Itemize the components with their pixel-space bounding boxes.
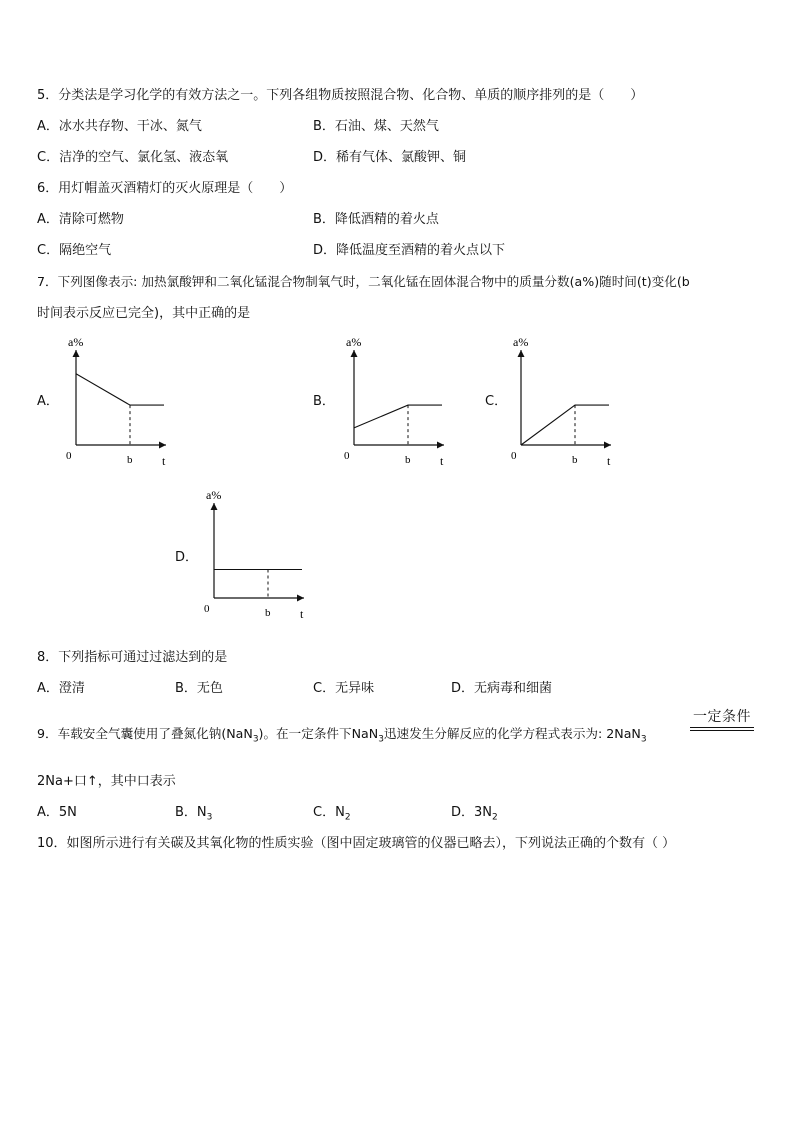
- q6-option-c: C．隔绝空气: [37, 243, 112, 258]
- q6-option-a: A．清除可燃物: [37, 212, 124, 227]
- x-axis-label: t: [162, 454, 166, 468]
- q8-option-b: B．无色: [175, 681, 223, 696]
- series-line: [76, 374, 164, 405]
- origin-label: 0: [344, 450, 350, 462]
- q9-option-d-sub: 2: [492, 812, 498, 823]
- q6-stem: 6．用灯帽盖灭酒精灯的灭火原理是（ ）: [37, 181, 293, 196]
- q9-reaction-condition: [690, 706, 754, 731]
- q5-option-c: C．洁净的空气、氯化氢、液态氧: [37, 150, 229, 165]
- q7-graph-d-label: D．: [175, 550, 199, 565]
- q7-graph-b-label: B．: [313, 394, 335, 409]
- q7-graph-a: [60, 335, 180, 470]
- b-tick-label: b: [127, 454, 133, 466]
- q8-stem: 8．下列指标可通过过滤达到的是: [37, 650, 228, 665]
- q9-sub-1: 3: [252, 734, 259, 745]
- q7-stem-line2: 时间表示反应已完全)，其中正确的是: [37, 306, 251, 321]
- q7-graph-c-label: C．: [485, 394, 508, 409]
- q9-option-a: A．5N: [37, 805, 77, 820]
- q9-line2: 2Na+口↑，其中口表示: [37, 774, 176, 789]
- q9-stem-post: 迅速发生分解反应的化学方程式表示为: 2NaN: [383, 726, 641, 741]
- q9-option-c-text: C．N: [313, 805, 345, 820]
- q10-stem: 10．如图所示进行有关碳及其氧化物的性质实验（图中固定玻璃管的仪器已略去），下列说法正确的个数有（ ）: [37, 836, 676, 851]
- q5-option-b: B．石油、煤、天然气: [313, 119, 439, 134]
- x-axis-label: t: [300, 607, 304, 621]
- series-line: [521, 405, 609, 445]
- origin-label: 0: [204, 603, 210, 615]
- origin-label: 0: [66, 450, 72, 462]
- b-tick-label: b: [572, 454, 578, 466]
- series-line: [354, 405, 442, 428]
- q9-stem-pre: 9．车载安全气囊使用了叠氮化钠(NaN: [37, 726, 253, 741]
- q9-equals-sign: [690, 727, 754, 731]
- q7-graph-b: [338, 335, 458, 470]
- y-axis-label: a%: [68, 335, 84, 349]
- y-axis-label: a%: [346, 335, 362, 349]
- y-axis-label: a%: [206, 488, 222, 502]
- q7-graph-d: [198, 488, 318, 623]
- q7-graph-c: [505, 335, 625, 470]
- q9-stem-mid: )。在一定条件下NaN: [258, 726, 379, 741]
- q8-option-a: A．澄清: [37, 681, 85, 696]
- q9-stem: [37, 723, 647, 745]
- q9-option-d-text: D．3N: [451, 805, 493, 820]
- q9-option-b-text: B．N: [175, 805, 207, 820]
- origin-label: 0: [511, 450, 517, 462]
- q5-stem: 5．分类法是学习化学的有效方法之一。下列各组物质按照混合物、化合物、单质的顺序排列的是（ ）: [37, 88, 644, 103]
- q8-option-c: C．无异味: [313, 681, 375, 696]
- q9-option-b: [175, 801, 212, 823]
- q5-option-d: D．稀有气体、氯酸钾、铜: [313, 150, 467, 165]
- x-axis-label: t: [440, 454, 444, 468]
- q9-condition-text: 一定条件: [693, 709, 751, 725]
- b-tick-label: b: [265, 607, 271, 619]
- q9-sub-2: 3: [378, 734, 384, 745]
- q5-option-a: A．冰水共存物、干冰、氮气: [37, 119, 202, 134]
- q9-option-d: [451, 801, 498, 823]
- q7-graph-a-label: A．: [37, 394, 59, 409]
- x-axis-label: t: [607, 454, 611, 468]
- q6-option-d: D．降低温度至酒精的着火点以下: [313, 243, 506, 258]
- q9-option-c: [313, 801, 351, 823]
- q9-option-b-sub: 3: [206, 812, 213, 823]
- q8-option-d: D．无病毒和细菌: [451, 681, 553, 696]
- y-axis-label: a%: [513, 335, 529, 349]
- b-tick-label: b: [405, 454, 411, 466]
- q6-option-b: B．降低酒精的着火点: [313, 212, 439, 227]
- q9-option-c-sub: 2: [344, 812, 351, 823]
- q9-sub-3: 3: [640, 734, 647, 745]
- q7-stem-line1: 7．下列图像表示: 加热氯酸钾和二氧化锰混合物制氧气时，二氧化锰在固体混合物中的质量分数(a%)随时间(t)变化(b: [37, 274, 690, 289]
